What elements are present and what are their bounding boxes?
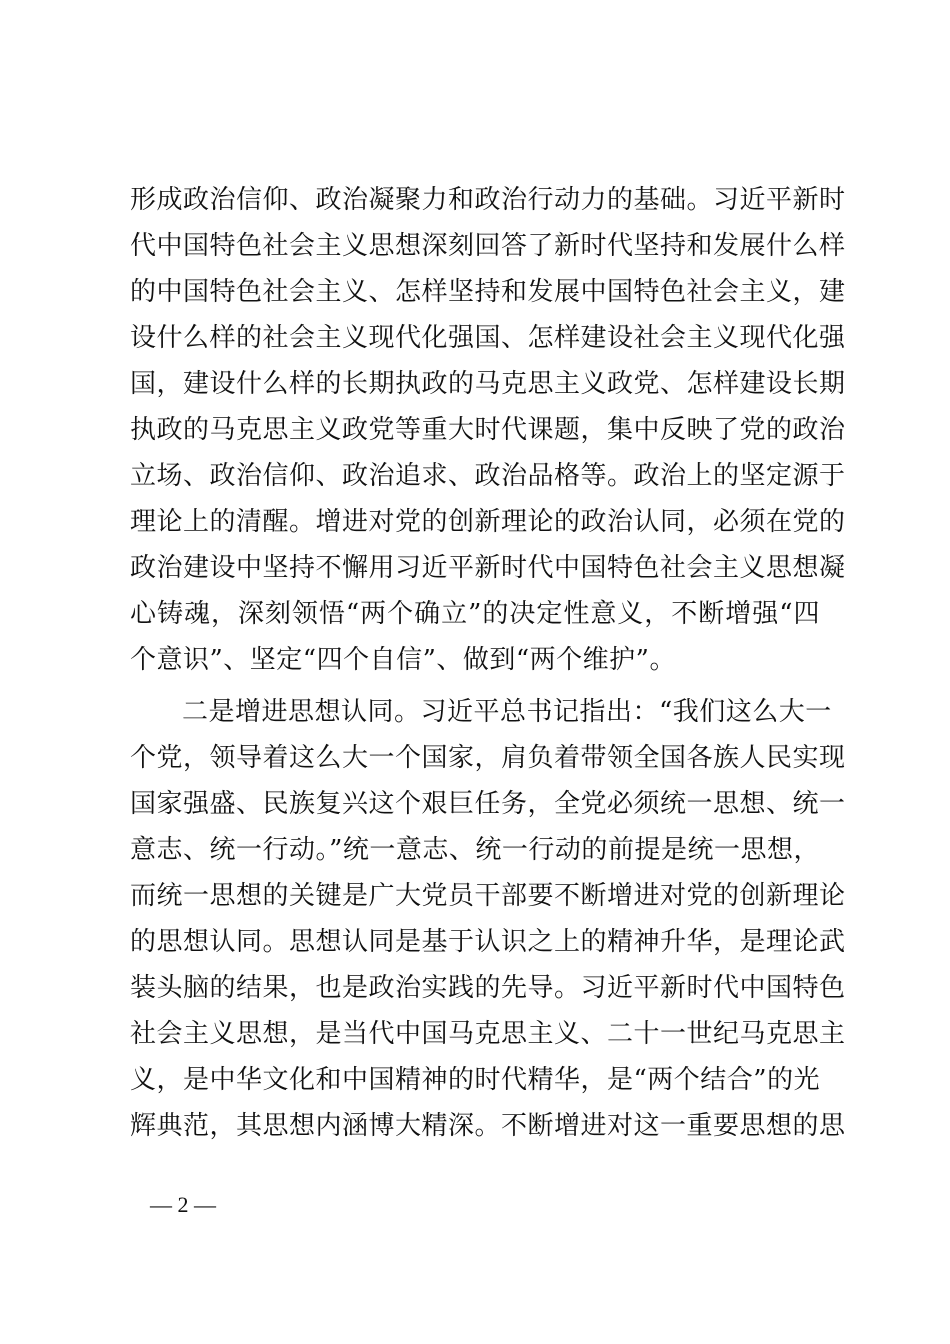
text-line: 的思想认同。思想认同是基于认识之上的精神升华，是理论武 [130,927,846,957]
body-text [130,177,846,1149]
text-line: 形成政治信仰、政治凝聚力和政治行动力的基础。习近平新时 [130,185,846,215]
text-line: 政治建设中坚持不懈用习近平新时代中国特色社会主义思想凝 [130,553,846,583]
paragraph-2 [130,689,846,1149]
text-line: 国家强盛、民族复兴这个艰巨任务，全党必须统一思想、统一 [130,789,846,819]
text-line: 国，建设什么样的长期执政的马克思主义政党、怎样建设长期 [130,369,846,399]
text-line: 二是增进思想认同。习近平总书记指出：“我们这么大一 [182,697,832,727]
text-line: 心铸魂，深刻领悟“两个确立”的决定性意义，不断增强“四 [130,599,820,629]
text-line: 代中国特色社会主义思想深刻回答了新时代坚持和发展什么样 [130,231,846,261]
page-number: — 2 — [150,1192,216,1217]
text-line: 立场、政治信仰、政治追求、政治品格等。政治上的坚定源于 [130,461,846,491]
text-line: 义，是中华文化和中国精神的时代精华，是“两个结合”的光 [130,1065,821,1095]
text-line: 个意识”、坚定“四个自信”、做到“两个维护”。 [130,645,676,675]
text-line: 设什么样的社会主义现代化强国、怎样建设社会主义现代化强 [130,323,846,353]
text-line: 而统一思想的关键是广大党员干部要不断增进对党的创新理论 [130,881,846,911]
text-line: 辉典范，其思想内涵博大精深。不断增进对这一重要思想的思 [130,1111,846,1141]
text-line: 社会主义思想，是当代中国马克思主义、二十一世纪马克思主 [130,1019,846,1049]
text-line: 执政的马克思主义政党等重大时代课题，集中反映了党的政治 [130,415,846,445]
paragraph-1 [130,177,846,683]
text-line: 理论上的清醒。增进对党的创新理论的政治认同，必须在党的 [130,507,846,537]
text-line: 的中国特色社会主义、怎样坚持和发展中国特色社会主义，建 [130,277,846,307]
text-line: 意志、统一行动。”统一意志、统一行动的前提是统一思想， [130,835,820,865]
text-line: 个党，领导着这么大一个国家，肩负着带领全国各族人民实现 [130,743,846,773]
text-line: 装头脑的结果，也是政治实践的先导。习近平新时代中国特色 [130,973,846,1003]
